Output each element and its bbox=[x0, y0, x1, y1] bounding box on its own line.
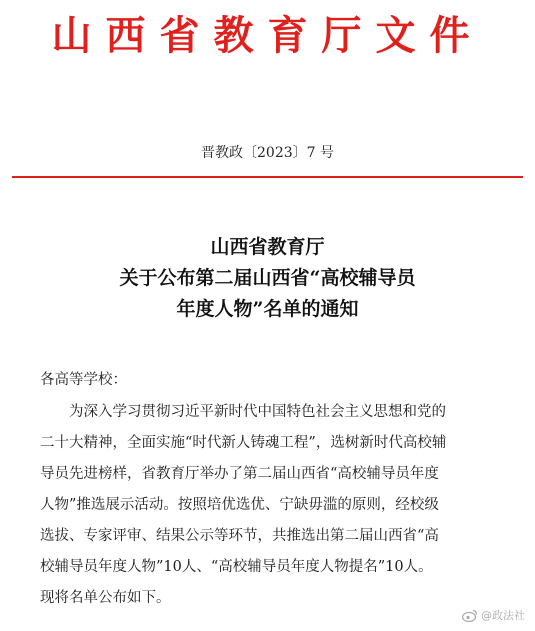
body-paragraph bbox=[40, 397, 520, 614]
red-divider bbox=[12, 176, 523, 178]
body-line: 选拔、专家评审、结果公示等环节，共推选出第二届山西省“高 bbox=[40, 528, 439, 544]
body-line: 二十大精神，全面实施“时代新人铸魂工程”，选树新时代高校辅 bbox=[40, 435, 447, 451]
title-line-1: 山西省教育厅 bbox=[210, 236, 325, 258]
document-number: 晋教政〔2023〕7 号 bbox=[201, 145, 334, 161]
body-line: 现将名单公布如下。 bbox=[40, 590, 171, 606]
issuer-header: 山西省教育厅文件 bbox=[51, 12, 484, 59]
body-line: 校辅导员年度人物”10人、“高校辅导员年度人物提名”10人。 bbox=[40, 559, 433, 575]
title-line-2: 关于公布第二届山西省“高校辅导员 bbox=[119, 267, 416, 289]
title-line-3: 年度人物”名单的通知 bbox=[176, 298, 359, 320]
weibo-logo-icon bbox=[462, 609, 478, 622]
notice-title bbox=[0, 232, 535, 325]
watermark bbox=[462, 607, 525, 623]
body-line: 人物”推选展示活动。按照培优选优、宁缺毋滥的原则，经校级 bbox=[40, 497, 439, 513]
salutation: 各高等学校： bbox=[40, 372, 127, 388]
body-line: 导员先进榜样，省教育厅举办了第二届山西省“高校辅导员年度 bbox=[40, 466, 439, 482]
watermark-text: @政法社 bbox=[481, 609, 525, 622]
body-line: 为深入学习贯彻习近平新时代中国特色社会主义思想和党的 bbox=[69, 404, 446, 420]
